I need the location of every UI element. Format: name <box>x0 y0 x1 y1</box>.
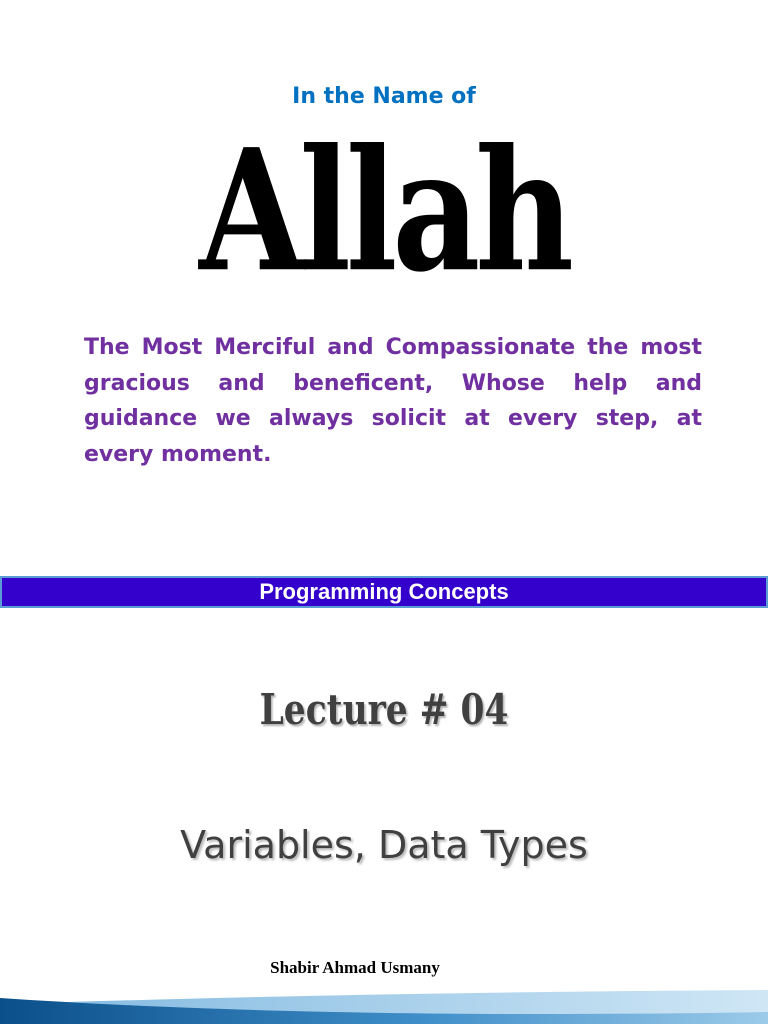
course-title-banner: Programming Concepts <box>0 576 768 608</box>
blessing-intro: In the Name of <box>292 84 476 109</box>
blessing-name: Allah <box>199 113 569 310</box>
lecture-number: Lecture # 04 <box>259 685 509 734</box>
blessing-text: The Most Merciful and Compassionate the most gracious and beneficent, Whose help and guidance we always solicit at every step, at every moment. <box>84 335 702 467</box>
lecture-topic: Variables, Data Types <box>180 823 588 867</box>
footer-wave-decoration <box>0 988 768 1024</box>
author-name: Shabir Ahmad Usmany <box>270 958 440 977</box>
